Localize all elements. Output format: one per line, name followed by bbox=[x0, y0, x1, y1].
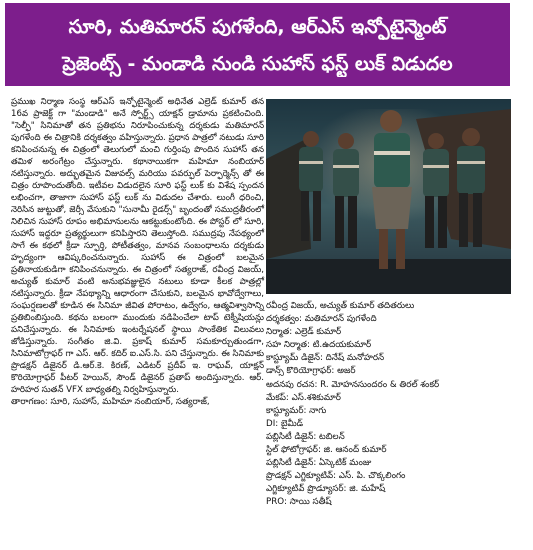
credit-row: దర్శకత్వం: మతిమారన్ పుగళేంది bbox=[266, 314, 377, 325]
credit-row: ఎగ్జిక్యూటివ్ ప్రొడ్యూసర్: జి. మహేష్ bbox=[266, 484, 386, 495]
credit-row: PRO: సాయి సతీష్ bbox=[266, 497, 332, 508]
article-body bbox=[11, 96, 264, 408]
article-paragraph: తారాగణం: సూరి, సుహాస్, మహిమా నంబియార్, సత్యరాజ్, bbox=[11, 397, 210, 407]
headline-line-1: సూరి, మతిమారన్ పుగళేంది, ఆర్ఎస్ ఇన్ఫోటైన్మెంట్ bbox=[68, 16, 447, 38]
movie-poster-image bbox=[266, 99, 511, 294]
credit-row: DI: బైమీడ్ bbox=[266, 418, 304, 429]
credit-row: కాస్ట్యూమ్ డిజైన్: దినేష్ మనోహరన్ bbox=[266, 353, 385, 364]
poster-illustration bbox=[266, 99, 511, 294]
headline-line-2: ప్రెజెంట్స్ - మండాడి నుండి సుహాస్ ఫస్ట్ లుక్ విడుదల bbox=[62, 53, 453, 75]
credit-row: పబ్లిసిటీ డిజైన్: టబిలన్ bbox=[266, 431, 345, 442]
credit-row: సహ నిర్మాత: టి.ఉదయకుమార్ bbox=[266, 340, 372, 351]
credit-row: పబ్లిసిటీ డిజైన్: ఏస్కెటిక్ మంజు bbox=[266, 458, 372, 469]
credit-row: ప్రొడక్షన్ ఎగ్జిక్యూటివ్: ఎస్. పి. చొక్కలింగం bbox=[266, 471, 406, 482]
article-paragraph: ప్రముఖ నిర్మాణ సంస్థ ఆర్ఎస్ ఇన్ఫోటైన్మెంట్ అధినేత ఎల్రెడ్ కుమార్ తన 16వ ప్రాజెక్ట్ గా "మండాడి" అనే స్పోర్ట్స్ యాక్షన్ డ్రామాను ప్రకటించింది. "సెల్ఫీ" సినిమాతో తన ప్రతిభను నిరూపించుకున్న దర్శకుడు మతిమారన్ పుగళేంది ఈ చిత్రానికి దర్శకత్వం వహిస్తున్నారు. ప్రధాన పాత్రలో నటుడు సూరి కనిపించనున్న ఈ చిత్రంలో తెలుగులో మంచి గుర్తింపు పొందిన సుహాస్ తన తమిళ అరంగేట్రం చేస్తున్నారు. కథానాయికగా మహిమా నంబియార్ నటిస్తున్నారు. అద్భుతమైన విజువల్స్ మరియు పవర్ఫుల్ పెర్ఫార్మెన్స్ తో ఈ చిత్రం రూపొందుతోంది. ఇటీవల విడుదలైన సూరి ఫస్ట్ లుక్ కు విశేష స్పందన లభించగా, తాజాగా సుహాస్ ఫస్ట్ లుక్ ను విడుదల చేశారు. లుంగీ ధరించి, నెరిసిన జుట్టుతో, జెర్సీ వేసుకుని "సునామీ రైడర్స్" బృందంతో సముద్రతీరంలో నిలిచిన సుహాస్ రూపం అభిమానులను ఆకట్టుకుంటోంది. ఈ పోస్టర్ లో సూరి, సుహాస్ ఇద్దరూ ప్రత్యర్థులుగా కనిపిస్తారని తెలుస్తోంది. సముద్రపు నేపథ్యంలో సాగే ఈ కథలో క్రీడా స్ఫూర్తి, పోటీతత్వం, మానవ సంబంధాలను దర్శకుడు హృద్యంగా ఆవిష్కరించనున్నారు. సుహాస్ ఈ చిత్రంలో బలమైన ప్రతినాయకుడిగా కనిపించనున్నారు. ఈ చిత్రంలో సత్యరాజ్, రవీంద్ర విజయ్, అచ్యుత్ కుమార్ వంటి అనుభవజ్ఞులైన నటులు కూడా కీలక పాత్రల్లో నటిస్తున్నారు. క్రీడా నేపథ్యాన్ని ఆధారంగా చేసుకుని, బలమైన భావోద్వేగాలు, సంఘర్షణలతో కూడిన ఈ సినిమా జీవిత పోరాటం, ఉద్వేగం, ఆత్మవిశ్వాసాన్ని ప్రతిబింబిస్తుంది. కథను బలంగా ముందుకు నడిపించేలా టాప్ టెక్నీషియన్లు పనిచేస్తున్నారు. ఈ సినిమాకు ఇంటర్నేషనల్ స్థాయి సాంకేతిక విలువలు జోడిస్తున్నారు. సంగీతం జి.వి. ప్రకాష్ కుమార్ సమకూర్చుతుండగా, సినిమాటోగ్రాఫర్ గా ఎస్. ఆర్. కదిర్ ఐ.ఎస్.సి. పని చేస్తున్నారు. ఈ సినిమాకు ప్రొడక్షన్ డిజైనర్ డి.ఆర్.కె. కిరణ్, ఎడిటర్ ప్రదీప్ ఇ. రాఘవ్, యాక్షన్ కొరియోగ్రాఫర్ పీటర్ హెయిన్, సౌండ్ డిజైనర్ ప్రతాప్ అందిస్తున్నారు. ఆర్. హరిహర సుతన్ VFX బాధ్యతల్ని నిర్వహిస్తున్నారు. bbox=[11, 97, 264, 395]
headline-banner bbox=[5, 3, 510, 86]
credit-row: అదనపు రచన: R. మోహనసుందరం & తిరల్ శంకర్ bbox=[266, 379, 440, 390]
credit-row: నిర్మాత: ఎల్రెడ్ కుమార్ bbox=[266, 327, 342, 338]
credit-row: రవీంద్ర విజయ్, అచ్యుత్ కుమార్ తదితరులు bbox=[266, 301, 415, 311]
credits-list bbox=[266, 300, 511, 510]
credit-row: స్టిల్ ఫోటోగ్రాఫర్: జి. ఆనంద్ కుమార్ bbox=[266, 445, 387, 456]
credit-row: కాస్ట్యూమర్: నాగు bbox=[266, 405, 327, 416]
credit-row: మేకప్: ఎస్.శశికుమార్ bbox=[266, 392, 341, 403]
credit-row: డాన్స్ కొరియోగ్రాఫర్: అజర్ bbox=[266, 366, 356, 377]
